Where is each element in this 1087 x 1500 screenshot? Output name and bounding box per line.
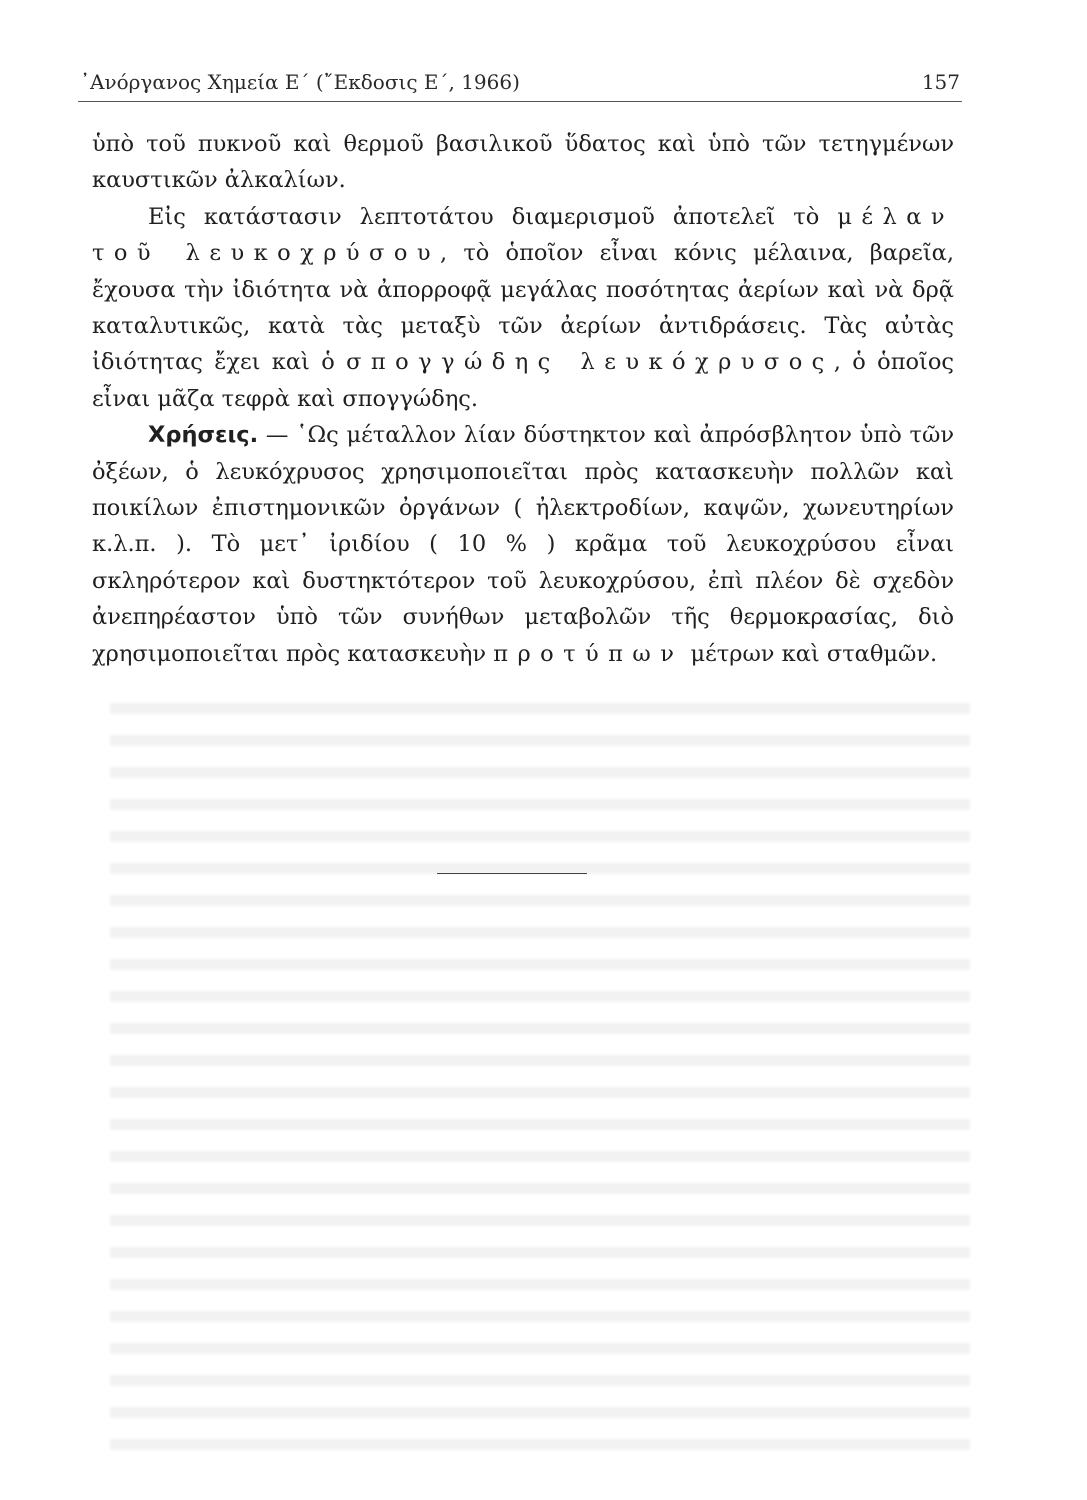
paragraph-2 bbox=[92, 199, 954, 417]
header-title: ᾿Ανόργανος Χημεία Ε΄ (῎Εκδοσις Ε΄, 1966) bbox=[80, 70, 520, 94]
spaced-term-spongodis: σπογγώδης λευκόχρυσος bbox=[346, 349, 834, 376]
paragraph-3-text-a: — ῾Ως μέταλλον λίαν δύστηκτον καὶ ἀπρόσβλητον ὑπὸ τῶν ὀξέων, ὁ λευκόχρυσος χρησιμοποιεῖται πρὸς κατασκευὴν πολλῶν καὶ ποικίλων ἐπιστημονικῶν ὀργάνων ( ἠλεκτροδίων, καψῶν, χωνευτηρίων κ.λ.π. ). Τὸ μετ᾿ ἰριδίου ( 10 % ) κρᾶμα τοῦ λευκοχρύσου εἶναι σκληρότερον καὶ δυστηκτότερον τοῦ λευκοχρύσου, ἐπὶ πλέον δὲ σχεδὸν ἀνεπηρέαστον ὑπὸ τῶν συνήθων μεταβολῶν τῆς θερμοκρασίας, διὸ χρησιμοποιεῖται πρὸς κατασκευὴν bbox=[92, 422, 954, 667]
paragraph-2-text-a: Εἰς κατάστασιν λεπτοτάτου διαμερισμοῦ ἀποτελεῖ τὸ bbox=[148, 203, 838, 230]
section-end-rule bbox=[437, 873, 587, 874]
paragraph-1-text: ὑπὸ τοῦ πυκνοῦ καὶ θερμοῦ βασιλικοῦ ὕδατος καὶ ὑπὸ τῶν τετηγμένων καυστικῶν ἀλκαλίων. bbox=[92, 131, 954, 194]
spaced-term-melan: μέλαν τοῦ λευκοχρύσου bbox=[92, 203, 954, 267]
body-text bbox=[92, 126, 954, 672]
page-number: 157 bbox=[921, 70, 960, 94]
paragraph-1 bbox=[92, 126, 954, 199]
paragraph-2-text-c: , ὁ ὁποῖος εἶναι μᾶζα τεφρὰ καὶ σπογγώδης. bbox=[92, 349, 954, 412]
header-rule bbox=[78, 101, 962, 102]
paragraph-3-text-b: μέτρων καὶ σταθμῶν. bbox=[683, 640, 938, 667]
bleed-through-texture bbox=[110, 690, 970, 1470]
paragraph-3 bbox=[92, 417, 954, 672]
running-header bbox=[80, 60, 960, 94]
spaced-term-prototypon: προτύπων bbox=[493, 640, 684, 667]
section-label-uses: Χρήσεις. bbox=[148, 422, 259, 449]
paragraph-2-text-b: , τὸ ὁποῖον εἶναι κόνις μέλαινα, βαρεῖα, ἔχουσα τὴν ἰδιότητα νὰ ἀπορροφᾷ μεγάλας ποσότητας ἀερίων καὶ νὰ δρᾷ καταλυτικῶς, κατὰ τὰς μεταξὺ τῶν ἀερίων ἀντιδράσεις. Τὰς αὐτὰς ἰδιότητας ἔχει καὶ ὁ bbox=[92, 240, 955, 376]
